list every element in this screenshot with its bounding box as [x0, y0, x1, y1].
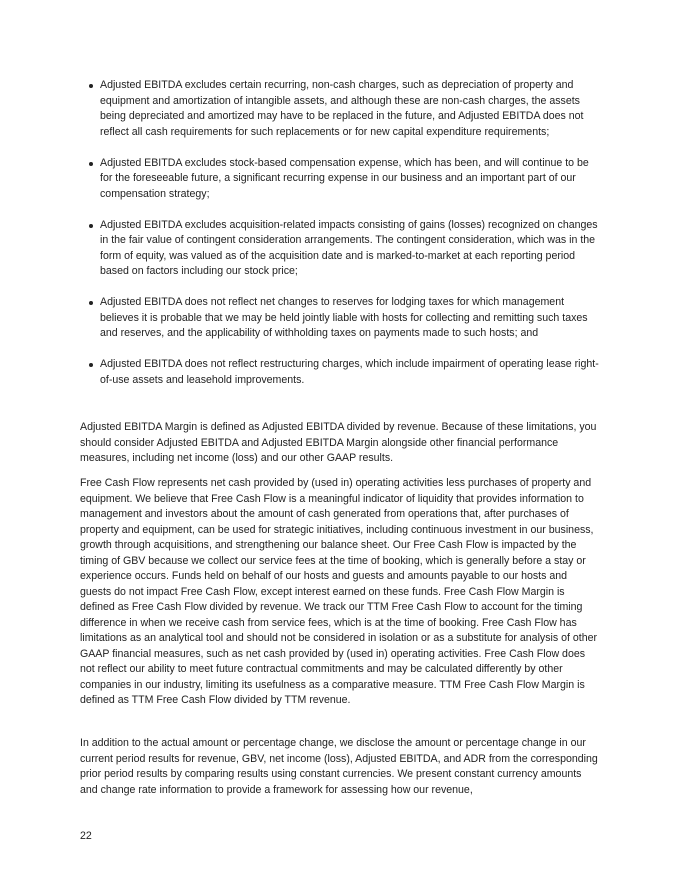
adjusted-ebitda-margin-paragraph: Adjusted EBITDA Margin is defined as Adjusted EBITDA divided by revenue. Because of these limitations, you should consider Adjusted EBITDA and Adjusted EBITDA Margin alongside other financial performance measures, including net income (loss) and our other GAAP results. — [80, 421, 597, 464]
bullet-text: Adjusted EBITDA excludes acquisition-related impacts consisting of gains (losses) recognized on changes in the fair value of contingent consideration arrangements. The contingent consideration, which was in the form of equity, was valued as of the acquisition date and is marked-to-market at each reporting period based on factors including our stock price; — [100, 218, 598, 277]
bullet-item — [80, 357, 600, 388]
constant-currency-paragraph: In addition to the actual amount or percentage change, we disclose the amount or percentage change in our current period results for revenue, GBV, net income (loss), Adjusted EBITDA, and ADR from the corresponding prior period results by comparing results using constant currencies. We present constant currency amounts and change rate information to provide a framework for assessing how our revenue, — [80, 737, 598, 796]
bullet-dot-icon — [89, 224, 93, 228]
limitations-bullet-list — [80, 78, 600, 404]
bullet-item — [80, 78, 600, 140]
bullet-item — [80, 218, 600, 280]
bullet-item — [80, 156, 600, 203]
page-number: 22 — [80, 830, 92, 842]
bullet-text: Adjusted EBITDA does not reflect net changes to reserves for lodging taxes for which management believes it is probable that we may be held jointly liable with hosts for collecting and remitting such taxes and reserves, and the applicability of withholding taxes on payments made to such hosts; and — [100, 296, 588, 339]
bullet-dot-icon — [89, 84, 93, 88]
bullet-text: Adjusted EBITDA does not reflect restructuring charges, which include impairment of operating lease right-of-use assets and leasehold improvements. — [100, 358, 599, 386]
bullet-dot-icon — [89, 162, 93, 166]
bullet-dot-icon — [89, 363, 93, 367]
bullet-text: Adjusted EBITDA excludes stock-based compensation expense, which has been, and will continue to be for the foreseeable future, a significant recurring expense in our business and an important part of our compensation strategy; — [100, 156, 589, 200]
free-cash-flow-paragraph: Free Cash Flow represents net cash provided by (used in) operating activities less purchases of property and equipment. We believe that Free Cash Flow is a meaningful indicator of liquidity that provides information to management and investors about the amount of cash generated from operations that, after purchases of property and equipment, can be used for strategic initiatives, including continuous investment in our business, growth through acquisitions, and strengthening our balance sheet. Our Free Cash Flow is impacted by the timing of GBV because we collect our service fees at the time of booking, which is generally before a stay or experience occurs. Funds held on behalf of our hosts and guests and amounts payable to our hosts and guests do not impact Free Cash Flow, except interest earned on these funds. Free Cash Flow Margin is defined as Free Cash Flow divided by revenue. We track our TTM Free Cash Flow to account for the timing difference in when we receive cash from service fees, which is at the time of booking. Free Cash Flow has limitations as an analytical tool and should not be considered in isolation or as a substitute for analysis of other GAAP financial measures, such as net cash provided by (used in) operating activities. Free Cash Flow does not reflect our ability to meet future contractual commitments and may be calculated differently by other companies in our industry, limiting its usefulness as a comparative measure. TTM Free Cash Flow Margin is defined as TTM Free Cash Flow divided by TTM revenue. — [80, 477, 598, 706]
bullet-item — [80, 295, 600, 342]
bullet-dot-icon — [89, 301, 93, 305]
bullet-text: Adjusted EBITDA excludes certain recurring, non-cash charges, such as depreciation of property and equipment and amortization of intangible assets, and although these are non-cash charges, the assets being depreciated and amortized may have to be replaced in the future, and Adjusted EBITDA does not reflect all cash requirements for such replacements or for new capital expenditure requirements; — [100, 79, 584, 138]
